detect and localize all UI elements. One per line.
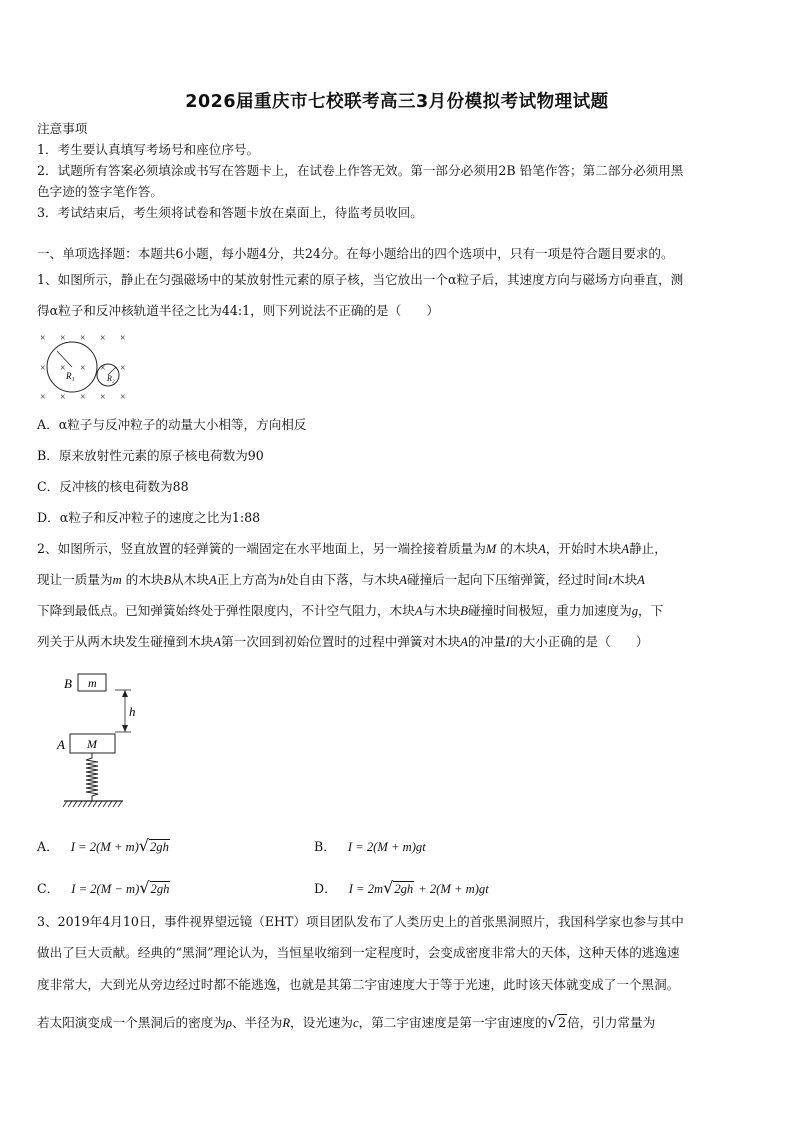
question-2-text: 列关于从两木块发生碰撞到木块A第一次回到初始位置时的过程中弹簧对木块A的冲量I的大小正确的是（ ） [37, 634, 649, 649]
field-cross: × [60, 333, 66, 344]
question-3-text: 做出了巨大贡献。经典的“黑洞”理论认为，当恒星收缩到一定程度时，会变成密度非常大的天体，这种天体的逃逸速 [37, 945, 680, 960]
field-cross: × [80, 392, 86, 402]
question-3-text: 3、2019年4月10日，事件视界望远镜（EHT）项目团队发布了人类历史上的首张黑洞照片，我国科学家也参与其中 [37, 914, 684, 929]
field-cross: × [40, 392, 46, 402]
notice-item: 2．试题所有答案必须填涂或书写在答题卡上，在试卷上作答无效。第一部分必须用2B 铅笔作答；第二部分必须用黑 [37, 163, 684, 178]
question-3-text: 若太阳演变成一个黑洞后的密度为ρ、半径为R，设光速为c，第二宇宙速度是第一宇宙速度的√2倍，引力常量为 [37, 1013, 656, 1031]
question-2-text: 下降到最低点。已知弹簧始终处于弹性限度内，不计空气阻力，木块A与木块B碰撞时间极短，重力加速度为g，下 [37, 603, 664, 618]
field-cross: × [40, 363, 46, 374]
field-cross: × [40, 333, 46, 344]
option-b: B．原来放射性元素的原子核电荷数为90 [37, 448, 264, 463]
height-h-label: h [129, 704, 136, 719]
field-cross: × [60, 363, 66, 374]
option-d: D．α粒子和反冲粒子的速度之比为1:88 [37, 510, 261, 525]
block-a-label: A [57, 737, 65, 752]
block-b-mass: m [88, 676, 97, 690]
section-heading: 一、单项选择题：本题共6小题，每小题4分，共24分。在每小题给出的四个选项中，只有一项是符合题目要求的。 [37, 246, 674, 261]
field-cross: × [100, 392, 106, 402]
option-a: A． I = 2(M + m)√2gh [37, 836, 169, 855]
question-3-text: 度非常大，大到光从旁边经过时都不能逃逸，也就是其第二宇宙速度大于等于光速，此时该天体就变成了一个黑洞。 [37, 977, 680, 992]
spring-block-figure [55, 668, 165, 810]
field-cross: × [100, 363, 106, 374]
notice-item: 色字迹的签字笔作答。 [37, 184, 163, 199]
magnetic-field-figure [36, 330, 136, 402]
question-2-text: 现让一质量为m 的木块B从木块A正上方高为h处自由下落，与木块A碰撞后一起向下压缩弹簧，经过时间t木块A [37, 572, 645, 587]
option-a: A．α粒子与反冲粒子的动量大小相等，方向相反 [37, 417, 307, 432]
question-2-text: 2、如图所示，竖直放置的轻弹簧的一端固定在水平地面上，另一端拴接着质量为M 的木块A，开始时木块A静止， [37, 541, 667, 556]
question-1-text: 1、如图所示，静止在匀强磁场中的某放射性元素的原子核，当它放出一个α粒子后，其速度方向与磁场方向垂直，测 [37, 272, 684, 287]
field-cross: × [80, 333, 86, 344]
block-b-label: B [64, 676, 72, 691]
radius-r2-label: R₂ [107, 374, 115, 383]
notice-item: 3．考试结束后，考生须将试卷和答题卡放在桌面上，待监考员收回。 [37, 205, 423, 220]
option-d: D． I = 2m√2gh + 2(M + m)gt [314, 878, 489, 897]
field-cross: × [60, 392, 66, 402]
field-cross: × [120, 363, 126, 374]
radius-r1-label: R₁ [66, 371, 75, 381]
option-c: C． I = 2(M − m)√2gh [37, 878, 170, 897]
spring [86, 753, 98, 801]
notice-item: 1．考生要认真填写考场号和座位序号。 [37, 142, 260, 157]
field-cross: × [100, 333, 106, 344]
option-b: B． I = 2(M + m)gt [314, 839, 426, 854]
block-a-mass: M [87, 737, 97, 751]
question-1-text: 得α粒子和反冲核轨道半径之比为44:1，则下列说法不正确的是（ ） [37, 303, 440, 318]
notice-heading: 注意事项 [37, 121, 88, 136]
page-title: 2026届重庆市七校联考高三3月份模拟考试物理试题 [185, 92, 609, 112]
field-cross: × [120, 392, 126, 402]
option-c: C．反冲核的核电荷数为88 [37, 479, 189, 494]
field-cross: × [80, 363, 86, 374]
field-cross: × [120, 333, 126, 344]
